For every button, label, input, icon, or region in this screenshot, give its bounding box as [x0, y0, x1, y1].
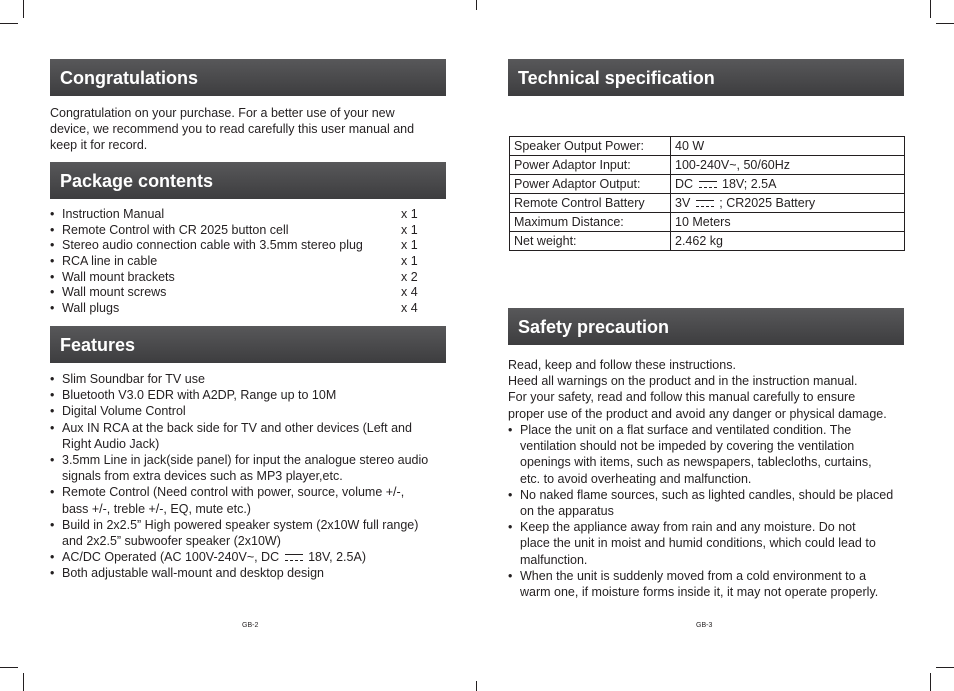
list-item — [50, 254, 430, 270]
bullet: • — [50, 420, 55, 435]
text-line: Slim Soundbar for TV use — [62, 372, 205, 386]
text-line: on the apparatus — [520, 504, 614, 519]
text-line: Keep the appliance away from rain and any moisture. Do not — [520, 520, 856, 535]
bullet: • — [50, 566, 55, 581]
text-line: Build in 2x2.5” High powered speaker system (2x10W full range) — [62, 517, 419, 532]
text-fragment: DC — [675, 177, 694, 191]
text-line: Aux IN RCA at the back side for TV and other devices (Left and — [62, 420, 412, 435]
list-item — [50, 285, 430, 301]
bullet: • — [508, 423, 513, 437]
text-line: openings with items, such as newspapers, tablecloths, curtains, — [520, 455, 872, 470]
spec-value: 10 Meters — [671, 213, 905, 232]
crop-mark — [930, 0, 931, 18]
crop-mark — [0, 667, 18, 668]
text-line: When the unit is suddenly moved from a cold environment to a — [520, 568, 867, 583]
bullet: • — [50, 372, 55, 386]
list-item — [508, 487, 908, 519]
bullet: • — [50, 485, 55, 500]
bullet: • — [508, 568, 513, 583]
list-item — [50, 301, 430, 317]
page-number: GB-3 — [696, 622, 713, 629]
technical-specification-heading: Technical specification — [508, 59, 904, 96]
text-line: Heed all warnings on the product and in the instruction manual. — [508, 374, 858, 389]
text-line: No naked flame sources, such as lighted candles, should be placed — [520, 487, 894, 502]
text-fragment: AC/DC Operated (AC 100V-240V~, DC — [62, 550, 283, 565]
text-line: 3.5mm Line in jack(side panel) for input the analogue stereo audio — [62, 453, 429, 468]
table-row — [510, 194, 905, 213]
dc-symbol-icon — [696, 200, 714, 207]
item-label: Stereo audio connection cable with 3.5mm stereo plug — [62, 238, 363, 253]
text-line: malfunction. — [520, 552, 588, 567]
bullet: • — [50, 388, 55, 403]
table-row — [510, 137, 905, 156]
bullet: • — [508, 520, 513, 535]
table-row — [510, 213, 905, 232]
item-label: Instruction Manual — [62, 207, 165, 221]
item-quantity: x 4 — [401, 285, 418, 300]
text-line: Place the unit on a flat surface and ventilated condition. The — [520, 423, 852, 437]
bullet: • — [50, 207, 55, 221]
spec-value: 2.462 kg — [671, 232, 905, 251]
text-line: signals from extra devices such as MP3 player,etc. — [62, 469, 343, 484]
bullet: • — [50, 285, 55, 300]
list-item — [50, 371, 450, 387]
item-label: Wall plugs — [62, 301, 120, 316]
list-item — [50, 403, 450, 419]
list-item — [50, 484, 450, 516]
safety-precaution-heading: Safety precaution — [508, 308, 904, 345]
table-row — [510, 156, 905, 175]
bullet: • — [508, 487, 513, 502]
spec-value: 100-240V~, 50/60Hz — [671, 156, 905, 175]
bullet: • — [50, 238, 55, 253]
text-line: bass +/-, treble +/-, EQ, mute etc.) — [62, 501, 251, 516]
text-line: etc. to avoid overheating and malfunction. — [520, 471, 752, 486]
text-line: Digital Volume Control — [62, 404, 186, 419]
list-item — [508, 422, 908, 487]
text-fragment: ; CR2025 Battery — [719, 196, 816, 210]
item-quantity: x 2 — [401, 269, 418, 284]
bullet: • — [50, 254, 55, 269]
crop-mark — [476, 0, 477, 10]
text-line: Bluetooth V3.0 EDR with A2DP, Range up to 10M — [62, 388, 337, 403]
item-label: Wall mount brackets — [62, 269, 175, 284]
crop-mark — [23, 673, 24, 691]
crop-mark — [476, 681, 477, 691]
text-fragment: 18V; 2.5A — [722, 177, 777, 191]
text-fragment: 3V — [675, 196, 691, 210]
spec-key: Speaker Output Power: — [510, 137, 671, 156]
item-quantity: x 1 — [401, 238, 418, 253]
text-line: keep it for record. — [50, 138, 148, 153]
item-quantity: x 1 — [401, 207, 418, 221]
list-item — [50, 420, 450, 452]
text-fragment: 18V, 2.5A) — [304, 550, 366, 565]
item-label: Remote Control with CR 2025 button cell — [62, 222, 289, 237]
text-line: Congratulation on your purchase. For a better use of your new — [50, 106, 395, 120]
features-heading: Features — [50, 326, 446, 363]
bullet: • — [50, 269, 55, 284]
crop-mark — [936, 23, 954, 24]
crop-mark — [936, 667, 954, 668]
list-item — [50, 517, 450, 549]
specification-table — [509, 136, 905, 251]
text-line: device, we recommend you to read carefully this user manual and — [50, 122, 415, 137]
bullet: • — [50, 404, 55, 419]
list-item — [50, 238, 430, 254]
list-item — [50, 452, 450, 484]
list-item — [50, 565, 450, 581]
bullet: • — [50, 453, 55, 468]
item-quantity: x 1 — [401, 254, 418, 269]
crop-mark — [930, 673, 931, 691]
crop-mark — [23, 0, 24, 18]
text-line: Both adjustable wall-mount and desktop design — [62, 566, 324, 581]
spec-key: Remote Control Battery — [510, 194, 671, 213]
bullet: • — [50, 301, 55, 316]
spec-value — [671, 194, 905, 213]
text-line: For your safety, read and follow this manual carefully to ensure — [508, 390, 856, 405]
list-item — [50, 207, 430, 223]
list-item — [50, 549, 450, 565]
text-line: warm one, if moisture forms inside it, it may not operate properly. — [520, 585, 879, 600]
spec-key: Maximum Distance: — [510, 213, 671, 232]
item-label: RCA line in cable — [62, 254, 158, 269]
spec-key: Net weight: — [510, 232, 671, 251]
spec-key: Power Adaptor Input: — [510, 156, 671, 175]
table-row — [510, 175, 905, 194]
text-line: Remote Control (Need control with power, source, volume +/-, — [62, 485, 405, 500]
dc-symbol-icon — [285, 554, 303, 561]
list-item — [508, 519, 908, 568]
text-line: ventilation should not be impeded by covering the ventilation — [520, 439, 855, 454]
list-item — [50, 223, 430, 239]
safety-intro — [508, 357, 887, 422]
spec-value — [671, 175, 905, 194]
page-number: GB-2 — [242, 622, 259, 629]
text-line: Right Audio Jack) — [62, 436, 160, 451]
item-label: Wall mount screws — [62, 285, 167, 300]
bullet: • — [50, 517, 55, 532]
crop-mark — [0, 23, 18, 24]
safety-list — [508, 422, 908, 600]
text-line: place the unit in moist and humid conditions, which could lead to — [520, 536, 876, 551]
dc-symbol-icon — [699, 181, 717, 188]
package-contents-heading: Package contents — [50, 162, 446, 199]
list-item — [508, 568, 908, 600]
bullet: • — [50, 222, 55, 237]
package-contents-list — [50, 207, 430, 317]
text-line: Read, keep and follow these instructions. — [508, 358, 736, 372]
text-line: and 2x2.5” subwoofer speaker (2x10W) — [62, 534, 281, 549]
table-row — [510, 232, 905, 251]
text-line: proper use of the product and avoid any danger or physical damage. — [508, 406, 887, 421]
spec-key: Power Adaptor Output: — [510, 175, 671, 194]
congratulations-heading: Congratulations — [50, 59, 446, 96]
text-line — [62, 549, 450, 565]
congratulations-text — [50, 105, 414, 154]
spec-value: 40 W — [671, 137, 905, 156]
list-item — [50, 387, 450, 403]
bullet: • — [50, 550, 55, 565]
list-item — [50, 270, 430, 286]
features-list — [50, 371, 450, 582]
item-quantity: x 4 — [401, 301, 418, 316]
item-quantity: x 1 — [401, 222, 418, 237]
